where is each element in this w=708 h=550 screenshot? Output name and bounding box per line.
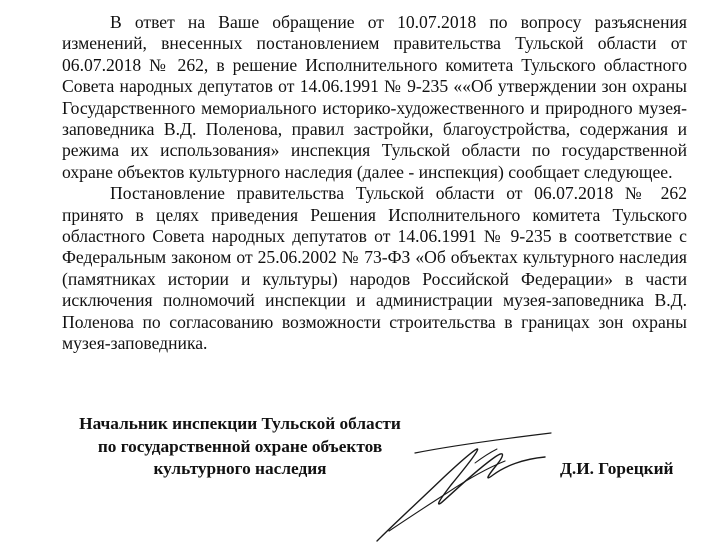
position-line: культурного наследия	[153, 459, 327, 478]
letter-body	[62, 12, 687, 355]
signatory-name: Д.И. Горецкий	[560, 459, 674, 478]
position-line: Начальник инспекции Тульской области	[79, 414, 401, 433]
signature-block	[0, 405, 708, 550]
paragraph-resolution: Постановление правительства Тульской области от 06.07.2018 № 262 принято в целях приведения Решения Исполнительного комитета Тульского областного Совета народных депутатов от 14.06.1991 № 9-235 в соответствие с Федеральным законом от 25.06.2002 № 73-ФЗ «Об объектах культурного наследия (памятниках истории и культуры) народов Российской Федерации» в части исключения полномочий инспекции и администрации музея-заповедника В.Д. Поленова по согласованию возможности строительства в границах зон охраны музея-заповедника.	[62, 183, 687, 354]
position-line: по государственной охране объектов	[97, 436, 383, 456]
handwritten-signature	[355, 423, 555, 550]
paragraph-response: В ответ на Ваше обращение от 10.07.2018 по вопросу разъяснения изменений, внесенных постановлением правительства Тульской области от 06.07.2018 № 262, в решение Исполнительного комитета Тульского областного Совета народных депутатов от 14.06.1991 № 9-235 ««Об утверждении зон охраны Государственного мемориального историко-художественного и природного музея-заповедника В.Д. Поленова, правил застройки, благоустройства, содержания и режима их использования» инспекция Тульской области по государственной охране объектов культурного наследия (далее - инспекция) сообщает следующее.	[62, 12, 687, 182]
